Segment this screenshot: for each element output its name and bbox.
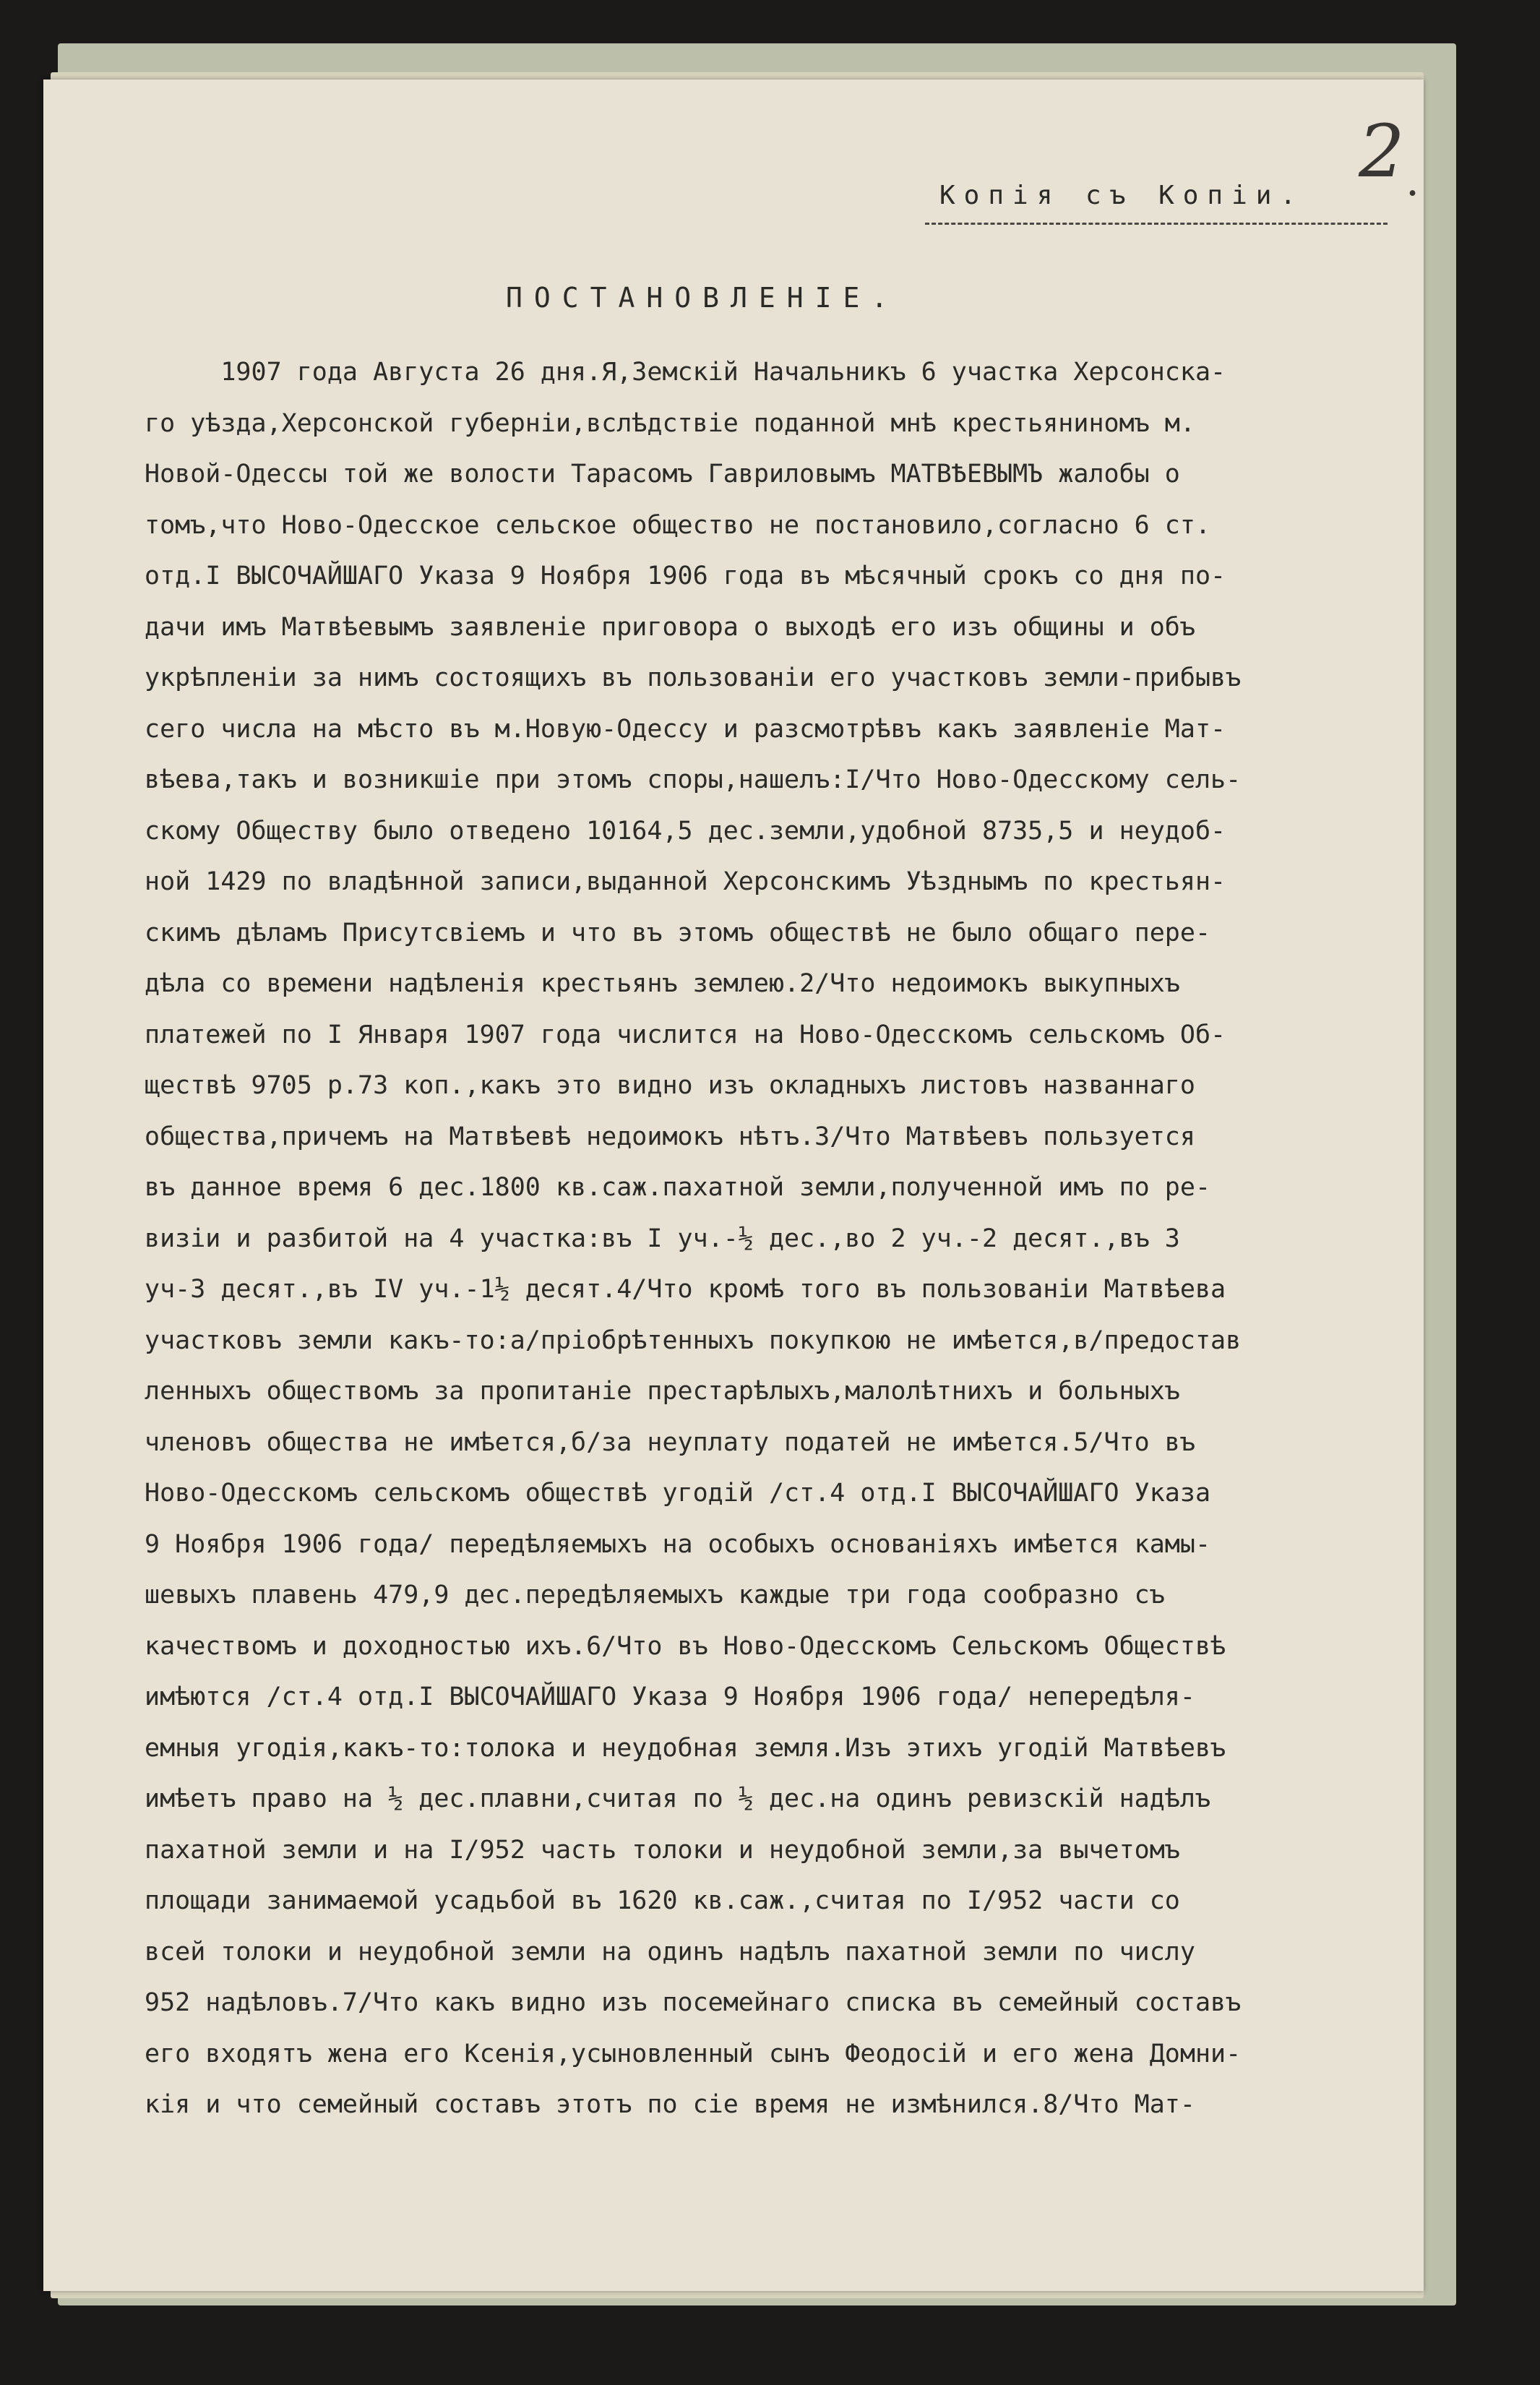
text-line: отд.I ВЫСОЧАЙШАГО Указа 9 Ноября 1906 года въ мѣсячный срокъ со дня по- (145, 562, 1226, 590)
document-body (145, 347, 1416, 2131)
text-line: имѣетъ право на ½ дес.плавни,считая по ½ дес.на одинъ ревизскій надѣлъ (145, 1784, 1211, 1813)
text-line: имѣются /ст.4 отд.I ВЫСОЧАЙШАГО Указа 9 Ноября 1906 года/ непередѣля- (145, 1683, 1195, 1711)
text-line: сего числа на мѣсто въ м.Новую-Одессу и разсмотрѣвъ какъ заявленіе Мат- (145, 714, 1226, 744)
text-line: площади занимаемой усадьбой въ 1620 кв.саж.,считая по I/952 части со (145, 1886, 1180, 1915)
text-line: 9 Ноября 1906 года/ передѣляемыхъ на особыхъ основаніяхъ имѣется камы- (145, 1529, 1211, 1559)
text-line: скому Обществу было отведено 10164,5 дес.земли,удобной 8735,5 и неудоб- (145, 816, 1226, 846)
text-line: визіи и разбитой на 4 участка:въ I уч.-½ дес.,во 2 уч.-2 десят.,въ 3 (145, 1224, 1180, 1253)
text-line: дачи имъ Матвѣевымъ заявленіе приговора о выходѣ его изъ общины и объ (145, 612, 1195, 642)
text-line: вѣева,такъ и возникшіе при этомъ споры,нашелъ:I/Что Ново-Одесскому сель- (145, 765, 1242, 794)
text-line: въ данное время 6 дес.1800 кв.саж.пахатной земли,полученной имъ по ре- (145, 1173, 1211, 1202)
text-line: скимъ дѣламъ Присутсвіемъ и что въ этомъ обществѣ не было общаго пере- (145, 918, 1211, 947)
text-line: кія и что семейный составъ этотъ по сіе время не измѣнился.8/Что Мат- (145, 2090, 1195, 2119)
text-line: го уѣзда,Херсонской губерніи,вслѣдствіе поданной мнѣ крестьяниномъ м. (145, 408, 1195, 438)
text-line: томъ,что Ново-Одесское сельское общество не постановило,согласно 6 ст. (145, 510, 1211, 540)
text-line: ной 1429 по владѣнной записи,выданной Херсонскимъ Уѣзднымъ по крестьян- (145, 867, 1226, 896)
text-line: всей толоки и неудобной земли на одинъ надѣлъ пахатной земли по числу (145, 1937, 1195, 1967)
text-line: ществѣ 9705 р.73 коп.,какъ это видно изъ окладныхъ листовъ названнаго (145, 1071, 1195, 1100)
text-line: его входятъ жена его Ксенія,усыновленный сынъ Феодосій и его жена Домни- (145, 2039, 1242, 2068)
text-line: дѣла со времени надѣленія крестьянъ землею.2/Что недоимокъ выкупныхъ (145, 969, 1180, 998)
text-line: ленныхъ обществомъ за пропитаніе престарѣлыхъ,малолѣтнихъ и больныхъ (145, 1377, 1180, 1406)
document-title: ПОСТАНОВЛЕНІЕ. (506, 282, 900, 314)
text-line: Новой-Одессы той же волости Тарасомъ Гавриловымъ МАТВѢЕВЫМЪ жалобы о (145, 460, 1180, 489)
text-line: емныя угодія,какъ-то:толока и неудобная земля.Изъ этихъ угодій Матвѣевъ (145, 1733, 1226, 1763)
text-line: 1907 года Августа 26 дня.Я,Земскій Начальникъ 6 участка Херсонска- (145, 358, 1226, 387)
text-line: укрѣпленіи за нимъ состоящихъ въ пользованіи его участковъ земли-прибывъ (145, 663, 1242, 692)
text-line: 952 надѣловъ.7/Что какъ видно изъ посемейнаго списка въ семейный составъ (145, 1988, 1242, 2017)
text-line: общества,причемъ на Матвѣевѣ недоимокъ нѣтъ.3/Что Матвѣевъ пользуется (145, 1122, 1195, 1151)
copy-note: Копія съ Копіи. (939, 181, 1305, 210)
text-line: качествомъ и доходностью ихъ.6/Что въ Ново-Одесскомъ Сельскомъ Обществѣ (145, 1631, 1226, 1661)
copy-note-underline (925, 223, 1388, 225)
document-page (43, 80, 1424, 2291)
text-line: участковъ земли какъ-то:а/пріобрѣтенныхъ покупкою не имѣется,в/предостав (145, 1325, 1242, 1355)
text-line: шевыхъ плавень 479,9 дес.передѣляемыхъ каждые три года сообразно съ (145, 1581, 1165, 1610)
text-line: пахатной земли и на I/952 часть толоки и неудобной земли,за вычетомъ (145, 1835, 1180, 1865)
page-number: 2 (1359, 109, 1405, 194)
page-number-dot: . (1406, 155, 1420, 206)
text-line: уч-3 десят.,въ IV уч.-1½ десят.4/Что кромѣ того въ пользованіи Матвѣева (145, 1275, 1226, 1304)
text-line: членовъ общества не имѣется,б/за неуплату податей не имѣется.5/Что въ (145, 1427, 1195, 1457)
text-line: платежей по I Января 1907 года числится на Ново-Одесскомъ сельскомъ Об- (145, 1020, 1226, 1049)
text-line: Ново-Одесскомъ сельскомъ обществѣ угодій /ст.4 отд.I ВЫСОЧАЙШАГО Указа (145, 1479, 1211, 1508)
